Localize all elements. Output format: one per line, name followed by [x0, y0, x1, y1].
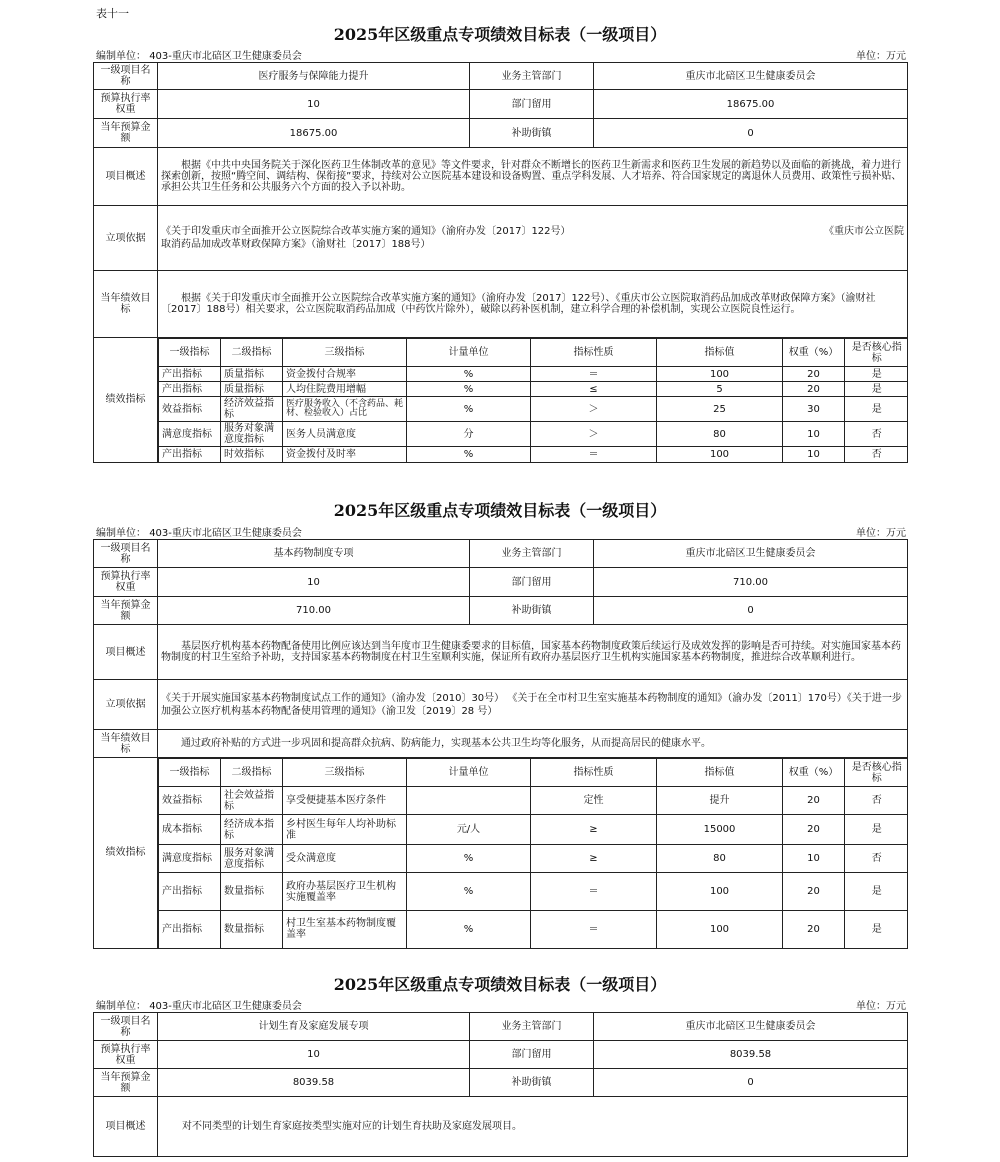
- label-overview: 项目概述: [94, 1097, 158, 1157]
- org-name: 403-重庆市北碚区卫生健康委员会: [149, 528, 302, 539]
- cell-value: 提升: [657, 787, 783, 815]
- table-row: [159, 911, 908, 948]
- label-project-name: 一级项目名称: [94, 63, 158, 90]
- cell-level3: 资金拨付及时率: [283, 447, 407, 462]
- indicator-header-row: [159, 339, 908, 367]
- cell-level2: 数量指标: [221, 911, 283, 948]
- label-dept: 业务主管部门: [470, 63, 594, 90]
- cell-level3: 医务人员满意度: [283, 422, 407, 447]
- dept-value: 重庆市北碚区卫生健康委员会: [594, 1013, 908, 1041]
- header-cell: 二级指标: [221, 339, 283, 367]
- cell-core: 否: [845, 787, 908, 815]
- cell-weight: 20: [783, 787, 845, 815]
- cell-level2: 服务对象满意度指标: [221, 845, 283, 873]
- basis-text: 《关于开展实施国家基本药物制度试点工作的通知》（渝办发〔2010〕30号） 《关于在全市村卫生室实施基本药物制度的通知》（渝办发〔2011〕170号）《关于进一步加强公立医疗机构基本药物配备使用管理的通知》（渝卫发〔2019〕28 号）: [158, 680, 908, 730]
- cell-level1: 产出指标: [159, 873, 221, 911]
- retained-value: 710.00: [594, 568, 908, 597]
- table-row: [159, 787, 908, 815]
- table-title: 2025年区级重点专项绩效目标表（一级项目）: [333, 975, 667, 994]
- subsidy-value: 0: [594, 1069, 908, 1097]
- subsidy-value: 0: [594, 119, 908, 148]
- cell-level3: 乡村医生每年人均补助标准: [283, 815, 407, 845]
- label-budget: 当年预算金额: [94, 119, 158, 148]
- cell-level2: 质量指标: [221, 367, 283, 382]
- header-cell: 指标性质: [531, 339, 657, 367]
- unit-label: 单位：万元: [856, 1001, 906, 1012]
- performance-table-1: [93, 62, 908, 463]
- weight-value: 10: [158, 90, 470, 119]
- cell-unit: %: [407, 397, 531, 422]
- cell-weight: 30: [783, 397, 845, 422]
- header-cell: 三级指标: [283, 339, 407, 367]
- label-indicators: 绩效指标: [94, 758, 158, 949]
- basis-text: [158, 206, 908, 271]
- label-project-name: 一级项目名称: [94, 540, 158, 568]
- label-overview: 项目概述: [94, 625, 158, 680]
- budget-value: 710.00: [158, 597, 470, 625]
- meta-row: [96, 47, 906, 62]
- overview-text: 根据《中共中央国务院关于深化医药卫生体制改革的意见》等文件要求，针对群众不断增长的医药卫生新需求和医药卫生发展的新趋势以及面临的新挑战，着力进行探索创新，按照“腾空间、调结构、保衔接”要求，持续对公立医院基本建设和设备购置、重点学科发展、人才培养、符合国家规定的离退休人员费用、政策性亏损补贴、承担公共卫生任务和公共服务六个方面的投入予以补助。: [158, 148, 908, 206]
- dept-value: 重庆市北碚区卫生健康委员会: [594, 540, 908, 568]
- label-project-name: 一级项目名称: [94, 1013, 158, 1041]
- cell-nature: ＞: [531, 397, 657, 422]
- label-dept: 业务主管部门: [470, 540, 594, 568]
- cell-core: 是: [845, 911, 908, 948]
- goal-text: 通过政府补贴的方式进一步巩固和提高群众抗病、防病能力，实现基本公共卫生均等化服务，从而提高居民的健康水平。: [158, 730, 908, 758]
- cell-weight: 20: [783, 367, 845, 382]
- cell-level1: 效益指标: [159, 787, 221, 815]
- header-cell: 是否核心指标: [845, 759, 908, 787]
- label-basis: 立项依据: [94, 206, 158, 271]
- header-cell: 计量单位: [407, 759, 531, 787]
- cell-unit: %: [407, 382, 531, 397]
- cell-level2: 质量指标: [221, 382, 283, 397]
- label-budget: 当年预算金额: [94, 597, 158, 625]
- subsidy-value: 0: [594, 597, 908, 625]
- header-cell: 三级指标: [283, 759, 407, 787]
- header-cell: 一级指标: [159, 339, 221, 367]
- cell-unit: 元/人: [407, 815, 531, 845]
- header-cell: 指标值: [657, 759, 783, 787]
- label-basis: 立项依据: [94, 680, 158, 730]
- header-cell: 指标值: [657, 339, 783, 367]
- cell-nature: ≤: [531, 382, 657, 397]
- cell-level2: 数量指标: [221, 873, 283, 911]
- cell-unit: %: [407, 911, 531, 948]
- cell-nature: ≥: [531, 815, 657, 845]
- header-cell: 一级指标: [159, 759, 221, 787]
- prepared-by-label: 编制单位：: [96, 528, 146, 539]
- retained-value: 18675.00: [594, 90, 908, 119]
- cell-unit: 分: [407, 422, 531, 447]
- cell-weight: 10: [783, 422, 845, 447]
- cell-level1: 成本指标: [159, 815, 221, 845]
- label-retained: 部门留用: [470, 1041, 594, 1069]
- project-name: 计划生育及家庭发展专项: [158, 1013, 470, 1041]
- indicator-cell: [158, 758, 908, 949]
- label-weight: 预算执行率权重: [94, 568, 158, 597]
- indicator-table: [158, 758, 908, 948]
- table-row: [159, 382, 908, 397]
- label-indicators: 绩效指标: [94, 338, 158, 463]
- table-row: [159, 845, 908, 873]
- cell-value: 80: [657, 422, 783, 447]
- prepared-by-label: 编制单位：: [96, 1001, 146, 1012]
- label-subsidy: 补助街镇: [470, 597, 594, 625]
- cell-value: 100: [657, 911, 783, 948]
- label-subsidy: 补助街镇: [470, 1069, 594, 1097]
- cell-value: 80: [657, 845, 783, 873]
- label-goal: 当年绩效目标: [94, 271, 158, 338]
- cell-weight: 10: [783, 447, 845, 462]
- table-row: [159, 447, 908, 462]
- cell-level2: 服务对象满意度指标: [221, 422, 283, 447]
- table-row: [159, 873, 908, 911]
- org-name: 403-重庆市北碚区卫生健康委员会: [149, 51, 302, 62]
- table-row: [159, 815, 908, 845]
- cell-value: 15000: [657, 815, 783, 845]
- cell-level3: 资金拨付合规率: [283, 367, 407, 382]
- retained-value: 8039.58: [594, 1041, 908, 1069]
- label-subsidy: 补助街镇: [470, 119, 594, 148]
- project-name: 基本药物制度专项: [158, 540, 470, 568]
- cell-nature: ＝: [531, 447, 657, 462]
- cell-nature: ＞: [531, 422, 657, 447]
- indicator-header-row: [159, 759, 908, 787]
- header-cell: 权重（%）: [783, 759, 845, 787]
- label-dept: 业务主管部门: [470, 1013, 594, 1041]
- cell-level3: 医疗服务收入（不含药品、耗材、检验收入）占比: [283, 397, 407, 422]
- label-retained: 部门留用: [470, 90, 594, 119]
- cell-nature: ≥: [531, 845, 657, 873]
- cell-level2: 经济成本指标: [221, 815, 283, 845]
- cell-core: 是: [845, 397, 908, 422]
- label-weight: 预算执行率权重: [94, 90, 158, 119]
- cell-core: 是: [845, 367, 908, 382]
- cell-unit: %: [407, 845, 531, 873]
- cell-level3: 村卫生室基本药物制度覆盖率: [283, 911, 407, 948]
- cell-weight: 20: [783, 911, 845, 948]
- cell-weight: 20: [783, 815, 845, 845]
- label-retained: 部门留用: [470, 568, 594, 597]
- header-cell: 计量单位: [407, 339, 531, 367]
- header-cell: 是否核心指标: [845, 339, 908, 367]
- cell-level1: 满意度指标: [159, 845, 221, 873]
- cell-level1: 效益指标: [159, 397, 221, 422]
- cell-nature: ＝: [531, 911, 657, 948]
- cell-core: 是: [845, 382, 908, 397]
- cell-value: 100: [657, 447, 783, 462]
- label-budget: 当年预算金额: [94, 1069, 158, 1097]
- table-title: 2025年区级重点专项绩效目标表（一级项目）: [333, 25, 667, 44]
- meta-row: [96, 524, 906, 539]
- cell-core: 否: [845, 845, 908, 873]
- header-cell: 二级指标: [221, 759, 283, 787]
- label-goal: 当年绩效目标: [94, 730, 158, 758]
- cell-nature: ＝: [531, 873, 657, 911]
- cell-core: 是: [845, 815, 908, 845]
- overview-text: 对不同类型的计划生育家庭按类型实施对应的计划生育扶助及家庭发展项目。: [158, 1097, 908, 1157]
- unit-label: 单位：万元: [856, 528, 906, 539]
- cell-level3: 享受便捷基本医疗条件: [283, 787, 407, 815]
- table-row: [159, 422, 908, 447]
- cell-unit: [407, 787, 531, 815]
- cell-level2: 时效指标: [221, 447, 283, 462]
- indicator-cell: [158, 338, 908, 463]
- overview-text: 基层医疗机构基本药物配备使用比例应该达到当年度市卫生健康委要求的目标值，国家基本药物制度政策后续运行及成效发挥的影响是否可持续。对实施国家基本药物制度的村卫生室给予补助，支持国家基本药物制度在村卫生室顺利实施，保证所有政府办基层医疗卫生机构实施国家基本药物制度，推进综合改革顺利进行。: [158, 625, 908, 680]
- performance-table-3: [93, 1012, 908, 1157]
- cell-core: 是: [845, 873, 908, 911]
- cell-value: 25: [657, 397, 783, 422]
- cell-level3: 政府办基层医疗卫生机构实施覆盖率: [283, 873, 407, 911]
- cell-nature: 定性: [531, 787, 657, 815]
- header-cell: 权重（%）: [783, 339, 845, 367]
- header-cell: 指标性质: [531, 759, 657, 787]
- cell-unit: %: [407, 873, 531, 911]
- cell-level1: 产出指标: [159, 367, 221, 382]
- cell-core: 否: [845, 422, 908, 447]
- page-label: 表十一: [96, 7, 129, 20]
- meta-row: [96, 997, 906, 1012]
- cell-value: 5: [657, 382, 783, 397]
- goal-text: 根据《关于印发重庆市全面推开公立医院综合改革实施方案的通知》（渝府办发〔2017〕122号）、《重庆市公立医院取消药品加成改革财政保障方案》（渝财社〔2017〕188号）相关要求，公立医院取消药品加成（中药饮片除外），破除以药补医机制，建立科学合理的补偿机制，实现公立医院良性运行。: [158, 271, 908, 338]
- cell-level1: 产出指标: [159, 382, 221, 397]
- cell-level2: 经济效益指标: [221, 397, 283, 422]
- weight-value: 10: [158, 1041, 470, 1069]
- cell-unit: %: [407, 367, 531, 382]
- table-row: [159, 397, 908, 422]
- cell-unit: %: [407, 447, 531, 462]
- cell-level1: 产出指标: [159, 911, 221, 948]
- project-name: 医疗服务与保障能力提升: [158, 63, 470, 90]
- org-name: 403-重庆市北碚区卫生健康委员会: [149, 1001, 302, 1012]
- performance-table-2: [93, 539, 908, 949]
- dept-value: 重庆市北碚区卫生健康委员会: [594, 63, 908, 90]
- indicator-table: [158, 338, 908, 462]
- cell-value: 100: [657, 873, 783, 911]
- table-title: 2025年区级重点专项绩效目标表（一级项目）: [333, 501, 667, 520]
- table-row: [159, 367, 908, 382]
- cell-weight: 20: [783, 873, 845, 911]
- cell-level2: 社会效益指标: [221, 787, 283, 815]
- budget-value: 8039.58: [158, 1069, 470, 1097]
- prepared-by-label: 编制单位：: [96, 51, 146, 62]
- unit-label: 单位：万元: [856, 51, 906, 62]
- cell-level3: 人均住院费用增幅: [283, 382, 407, 397]
- cell-core: 否: [845, 447, 908, 462]
- cell-level1: 产出指标: [159, 447, 221, 462]
- label-weight: 预算执行率权重: [94, 1041, 158, 1069]
- weight-value: 10: [158, 568, 470, 597]
- cell-value: 100: [657, 367, 783, 382]
- basis-line-1-right: 《重庆市公立医院: [824, 226, 904, 237]
- basis-line-1: 《关于印发重庆市全面推开公立医院综合改革实施方案的通知》（渝府办发〔2017〕122号）: [161, 226, 571, 237]
- cell-nature: ＝: [531, 367, 657, 382]
- label-overview: 项目概述: [94, 148, 158, 206]
- basis-line-2: 取消药品加成改革财政保障方案》（渝财社〔2017〕188号）: [161, 239, 431, 250]
- cell-weight: 20: [783, 382, 845, 397]
- cell-weight: 10: [783, 845, 845, 873]
- cell-level3: 受众满意度: [283, 845, 407, 873]
- cell-level1: 满意度指标: [159, 422, 221, 447]
- budget-value: 18675.00: [158, 119, 470, 148]
